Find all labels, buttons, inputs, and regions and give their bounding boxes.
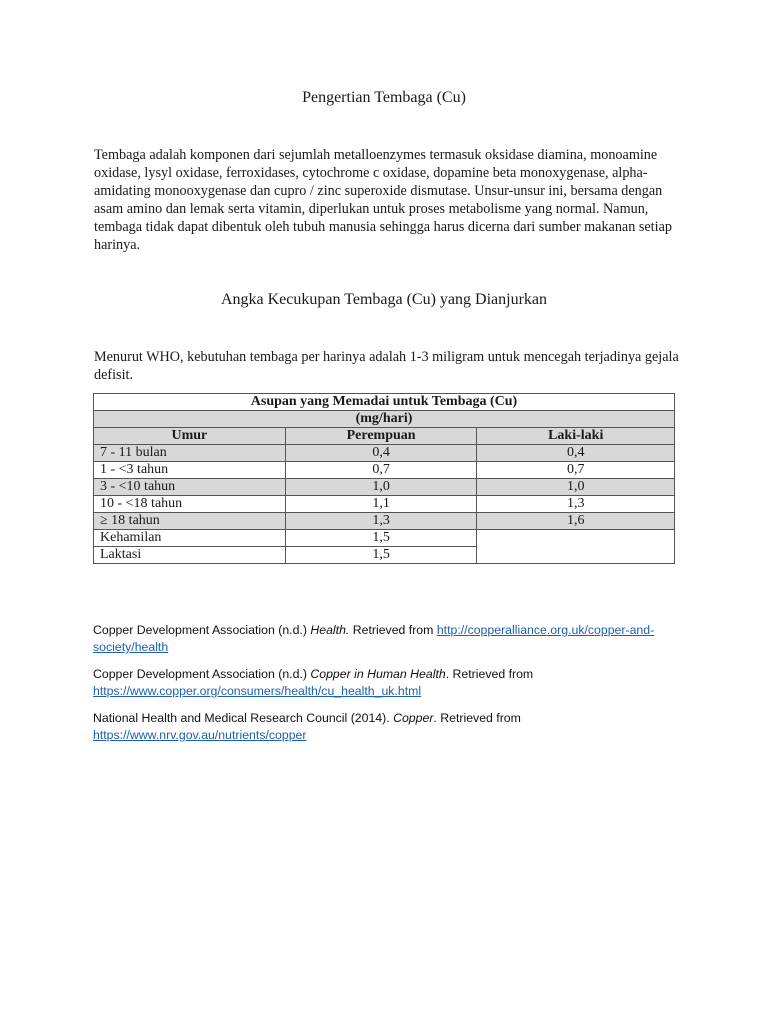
cell-laki-laki-empty [477, 530, 675, 564]
reference-link[interactable]: https://www.copper.org/consumers/health/cu_health_uk.html [93, 684, 422, 698]
cell-perempuan: 1,3 [285, 513, 477, 530]
reference-retrieved: . Retrieved from [445, 667, 534, 681]
cell-perempuan: 0,4 [285, 445, 477, 462]
cell-laki-laki: 1,0 [477, 479, 675, 496]
table-row [94, 496, 675, 513]
table-row [94, 479, 675, 496]
header-umur: Umur [94, 428, 286, 445]
cell-umur: ≥ 18 tahun [94, 513, 286, 530]
cell-umur: 3 - <10 tahun [94, 479, 286, 496]
cell-umur: 10 - <18 tahun [94, 496, 286, 513]
table-row [94, 513, 675, 530]
cell-umur: 7 - 11 bulan [94, 445, 286, 462]
table-unit-row [94, 411, 675, 428]
reference-author: Copper Development Association (n.d.) [93, 623, 311, 637]
copper-intake-table [93, 393, 675, 564]
table-row [94, 530, 675, 547]
cell-umur: Laktasi [94, 547, 286, 564]
table-row [94, 445, 675, 462]
header-laki-laki: Laki-laki [477, 428, 675, 445]
cell-perempuan: 1,0 [285, 479, 477, 496]
cell-laki-laki: 1,3 [477, 496, 675, 513]
cell-umur: Kehamilan [94, 530, 286, 547]
table-header-row [94, 428, 675, 445]
reference-item [93, 710, 693, 744]
table-row [94, 462, 675, 479]
header-perempuan: Perempuan [285, 428, 477, 445]
paragraph-who: Menurut WHO, kebutuhan tembaga per harinya adalah 1-3 miligram untuk mencegah terjadinya gejala defisit. [94, 349, 679, 383]
section-title-pengertian: Pengertian Tembaga (Cu) [302, 89, 466, 106]
cell-umur: 1 - <3 tahun [94, 462, 286, 479]
reference-work: Copper [393, 711, 434, 725]
cell-perempuan: 1,5 [285, 547, 477, 564]
reference-item [93, 666, 693, 700]
reference-link[interactable]: http://copperalliance.org.uk/copper-and-society/health [93, 623, 655, 654]
cell-perempuan: 1,1 [285, 496, 477, 513]
reference-work: Copper in Human Health [310, 667, 446, 681]
cell-laki-laki: 0,4 [477, 445, 675, 462]
references-list [93, 622, 693, 754]
cell-laki-laki: 0,7 [477, 462, 675, 479]
reference-item [93, 622, 693, 656]
table-unit: (mg/hari) [94, 411, 675, 428]
cell-laki-laki: 1,6 [477, 513, 675, 530]
cell-perempuan: 0,7 [285, 462, 477, 479]
reference-author: Copper Development Association (n.d.) [93, 667, 311, 681]
reference-work: Health. [310, 623, 350, 637]
reference-retrieved: . Retrieved from [433, 711, 521, 725]
reference-link[interactable]: https://www.nrv.gov.au/nutrients/copper [93, 728, 307, 742]
cell-perempuan: 1,5 [285, 530, 477, 547]
reference-retrieved: Retrieved from [349, 623, 437, 637]
paragraph-pengertian: Tembaga adalah komponen dari sejumlah metalloenzymes termasuk oksidase diamina, monoamine oxidase, lysyl oxidase, ferroxidases, cytochrome c oxidase, dopamine beta monoxygenase, alpha-amidating monooxygenase dan cupro / zinc superoxide dismutase. Unsur-unsur ini, bersama dengan asam amino dan lemak serta vitamin, diperlukan untuk proses metabolisme yang normal. Namun, tembaga tidak dapat dibentuk oleh tubuh manusia sehingga harus dicerna dari sumber makanan setiap harinya. [94, 147, 672, 253]
table-title-row [94, 394, 675, 411]
table-title: Asupan yang Memadai untuk Tembaga (Cu) [94, 394, 675, 411]
reference-author: National Health and Medical Research Council (2014). [93, 711, 394, 725]
section-title-angka-kecukupan: Angka Kecukupan Tembaga (Cu) yang Dianjurkan [220, 291, 548, 308]
